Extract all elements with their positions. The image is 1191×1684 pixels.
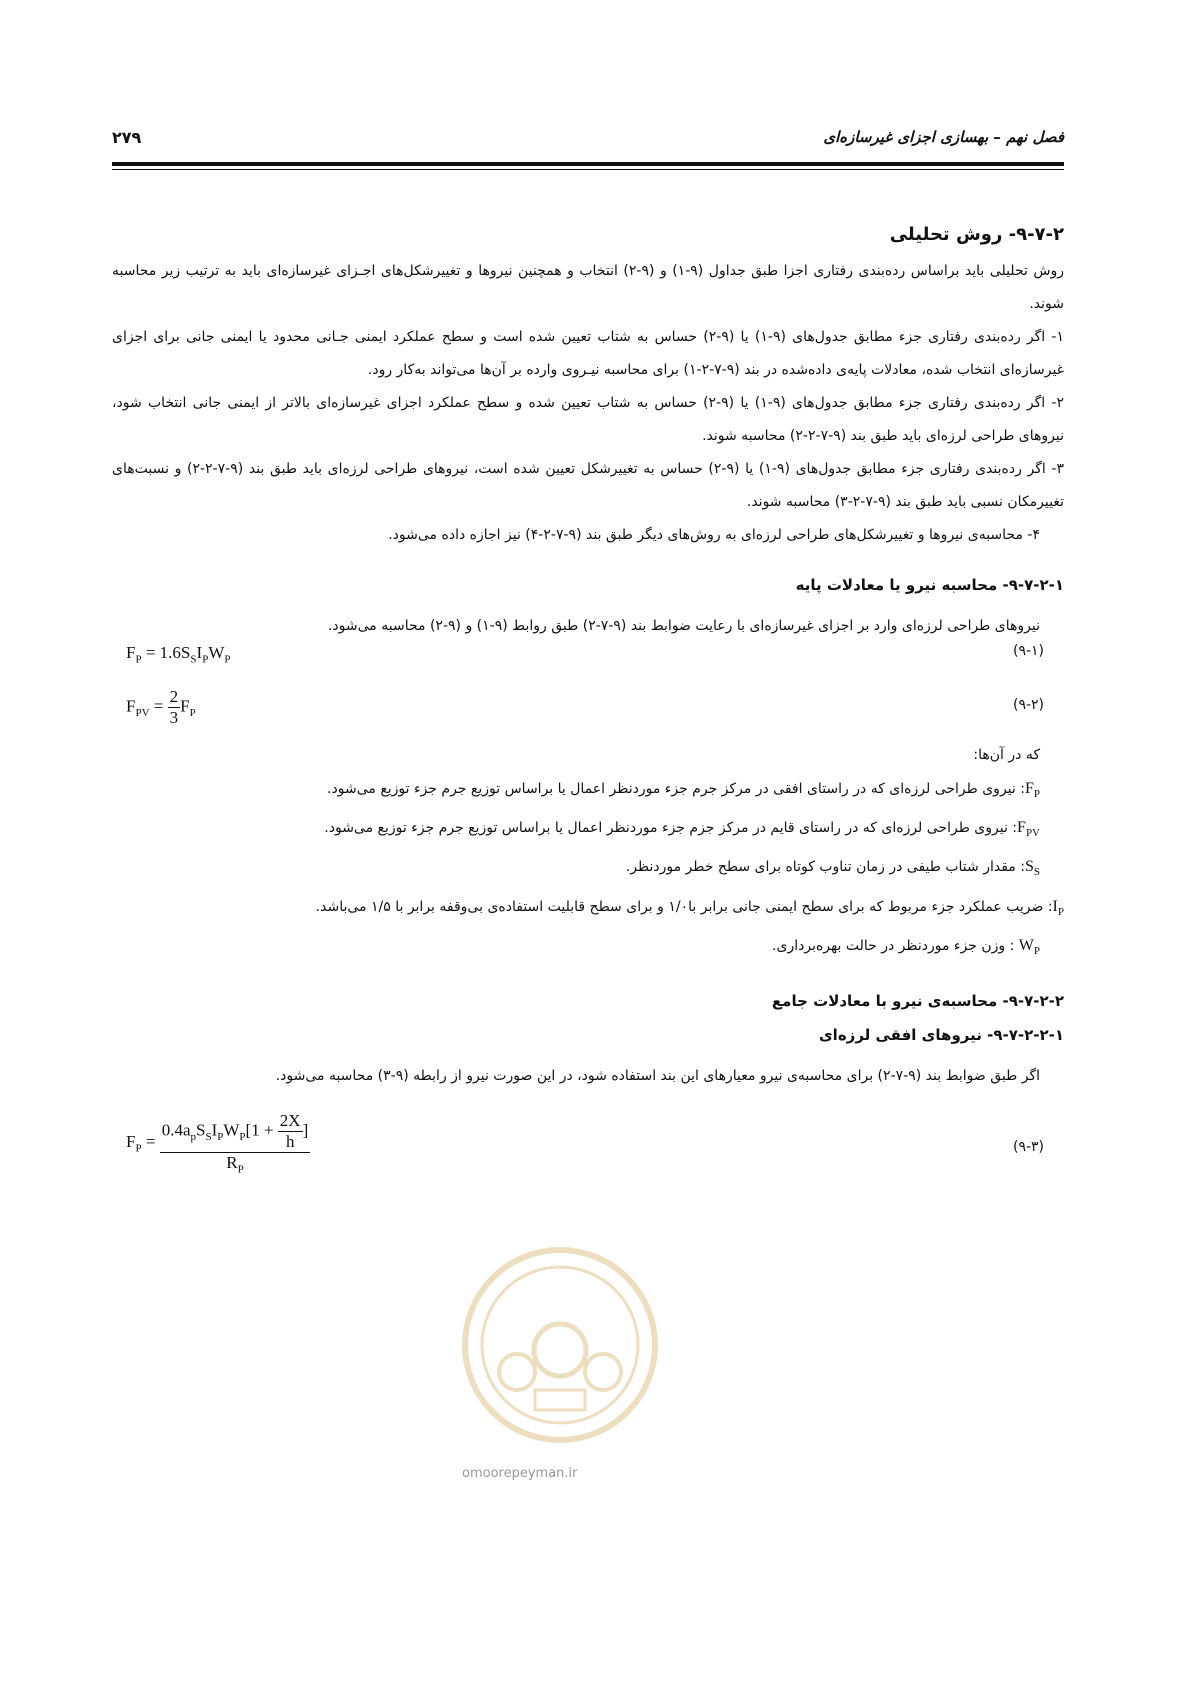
- equation-1-formula: $F_P = 1.6S_SI_PW_P$: [126, 643, 231, 666]
- definition-fpv: $F_{PV}$: نیروی طراحی لرزه‌ای که در راستای قایم در مرکز جزم جزء موردنظر اعمال یا براساس توزیع جرم جزء توزیع می‌شود.: [324, 819, 1040, 840]
- page-number: ۲۷۹: [112, 128, 142, 147]
- watermark-text: omoorepeyman.ir: [462, 1466, 578, 1481]
- where-label: که در آن‌ها:: [973, 747, 1040, 763]
- section-item-2: ۲- اگر رده‌بندی رفتاری جزء مطابق جدول‌های (۹-۱) یا (۹-۲) حساس به شتاب تعیین شده و سطح عملکرد اجزای غیرسازه‌ای بالاتر از ایمنی جانی انتخاب شود، نیروهای طراحی لرزه‌ای باید طبق بند (۹-۷-۲-۲) محاسبه شوند.: [112, 395, 1064, 444]
- definition-ss: $S_S$: مقدار شتاب طیفی در زمان تناوب کوتاه برای سطح خطر موردنظر.: [625, 858, 1040, 879]
- equation-1-number: (۹-۱): [1012, 643, 1044, 659]
- equation-1: [112, 643, 1064, 683]
- header-rule-thin: [112, 169, 1064, 170]
- section-item-4: ۴- محاسبه‌ی نیروها و تغییرشکل‌های طراحی لرزه‌ای به روش‌های دیگر طبق بند (۹-۷-۲-۴) نیز اجازه داده می‌شود.: [388, 527, 1040, 543]
- section-heading: ۹-۷-۲- روش تحلیلی: [889, 224, 1064, 245]
- equation-3: [112, 1103, 1064, 1193]
- equation-3-formula: $F_P$ = $0.4a_pS_SI_PW_P[1$ + $\frac{2X}{h}$ ] $R_P$: [126, 1110, 309, 1176]
- header-rule-thick: [112, 162, 1064, 166]
- page-header: [112, 128, 1064, 158]
- equation-2: [112, 683, 1064, 739]
- definition-ip: $I_P$: ضریب عملکرد جزء مربوط که برای سطح ایمنی جانی برابر با۱/۰ و برای سطح قابلیت استفاده‌ی بی‌وقفه برابر با ۱/۵ می‌باشد.: [315, 897, 1064, 918]
- section-item-3: ۳- اگر رده‌بندی رفتاری جزء مطابق جدول‌های (۹-۱) یا (۹-۲) حساس به تغییرشکل تعیین شده است، نیروهای طراحی لرزه‌ای باید طبق بند (۹-۷-۲-۲) و نسبت‌های تغییرمکان نسبی باید طبق بند (۹-۷-۲-۳) محاسبه شوند.: [112, 461, 1064, 510]
- subsection-2-1-heading: ۹-۷-۲-۲-۱- نیروهای افقی لرزه‌ای: [818, 1025, 1064, 1044]
- subsection-2-text: اگر طبق ضوابط بند (۹-۷-۲) برای محاسبه‌ی نیرو معیارهای این بند استفاده شود، در این صورت نیرو از رابطه (۹-۳) محاسبه می‌شود.: [275, 1067, 1040, 1084]
- subsection-2-heading: ۹-۷-۲-۲- محاسبه‌ی نیرو با معادلات جامع: [771, 991, 1064, 1010]
- section-intro: روش تحلیلی باید براساس رده‌بندی رفتاری اجزا طبق جداول (۹-۱) و (۹-۲) انتخاب و همچنین نیروها و تغییرشکل‌های اجـزای غیرسازه‌ای باید به ترتیب زیر محاسبه شوند.: [112, 263, 1064, 312]
- section-item-1: ۱- اگر رده‌بندی رفتاری جزء مطابق جدول‌های (۹-۱) یا (۹-۲) حساس به شتاب تعیین شده است و سطح عملکرد ایمنی جـانی محدود یا ایمنی جانی برای اجزای غیرسازه‌ای انتخاب شده، معادلات پایه‌ی داده‌شده در بند (۹-۷-۲-۱) برای محاسبه نیـروی وارده بر آن‌ها می‌تواند به‌کار رود.: [112, 329, 1064, 378]
- main-content: [112, 210, 1064, 1193]
- chapter-title: فصل نهم – بهسازی اجزای غیرسازه‌ای: [823, 128, 1064, 146]
- definition-fp: $F_P$: نیروی طراحی لرزه‌ای که در راستای افقی در مرکز جرم جزء موردنظر اعمال یا براساس توزیع جرم جزء توزیع می‌شود.: [327, 780, 1040, 801]
- equation-3-number: (۹-۳): [1012, 1138, 1044, 1155]
- watermark-seal: [455, 1240, 665, 1470]
- definition-wp: $W_P$ : وزن جزء موردنظر در حالت بهره‌برداری.: [772, 936, 1040, 957]
- subsection-1-text: نیروهای طراحی لرزه‌ای وارد بر اجزای غیرسازه‌ای با رعایت ضوابط بند (۹-۷-۲) طبق روابط (۹-۱) و (۹-۲) محاسبه می‌شود.: [327, 618, 1040, 634]
- equation-2-formula: $F_{PV}$ = $\frac{2}{3}$ $F_P$: [126, 687, 196, 727]
- subsection-1-heading: ۹-۷-۲-۱- محاسبه نیرو یا معادلات پایه: [795, 576, 1064, 594]
- equation-2-number: (۹-۲): [1012, 697, 1044, 713]
